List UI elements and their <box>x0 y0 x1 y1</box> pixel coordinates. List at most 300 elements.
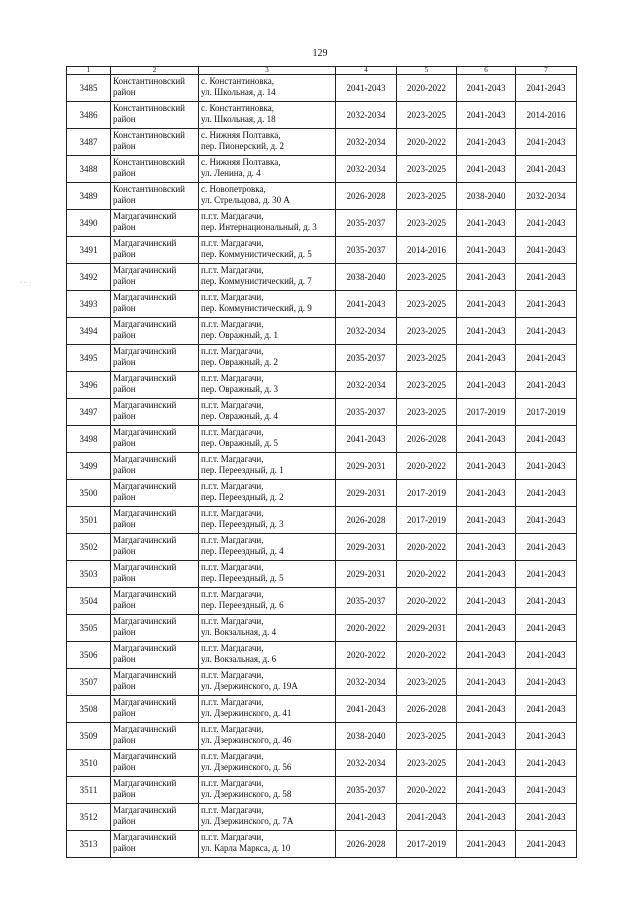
address-cell-line: ул. Вокзальная, д. 4 <box>201 627 277 637</box>
table-row <box>67 777 577 804</box>
district-cell-line: район <box>113 384 136 394</box>
period-cell-5: 2023-2025 <box>397 291 457 318</box>
district-cell-line: Константиновский <box>113 184 185 194</box>
district-cell <box>111 507 199 534</box>
period-cell-4: 2038-2040 <box>336 723 397 750</box>
address-cell-line: пер. Овражный, д. 5 <box>201 438 279 448</box>
district-cell-line: Магдагачинский <box>113 400 177 410</box>
address-cell <box>199 426 336 453</box>
address-cell <box>199 534 336 561</box>
column-header: 4 <box>336 67 397 75</box>
period-cell-6: 2041-2043 <box>457 372 516 399</box>
district-cell <box>111 156 199 183</box>
district-cell <box>111 723 199 750</box>
period-cell-7: 2041-2043 <box>516 210 577 237</box>
period-cell-6: 2041-2043 <box>457 777 516 804</box>
period-cell-7: 2041-2043 <box>516 696 577 723</box>
table-row <box>67 723 577 750</box>
period-cell-5: 2023-2025 <box>397 102 457 129</box>
address-cell <box>199 156 336 183</box>
district-cell-line: район <box>113 816 136 826</box>
district-cell-line: район <box>113 762 136 772</box>
address-cell <box>199 804 336 831</box>
address-cell-line: п.г.т. Магдагачи, <box>201 292 264 302</box>
district-cell-line: Магдагачинский <box>113 778 177 788</box>
period-cell-4: 2035-2037 <box>336 210 397 237</box>
period-cell-4: 2026-2028 <box>336 507 397 534</box>
address-cell <box>199 696 336 723</box>
period-cell-5: 2029-2031 <box>397 615 457 642</box>
row-number-cell: 3510 <box>67 750 111 777</box>
period-cell-7: 2014-2016 <box>516 102 577 129</box>
period-cell-4: 2032-2034 <box>336 669 397 696</box>
period-cell-5: 2017-2019 <box>397 480 457 507</box>
period-cell-5: 2023-2025 <box>397 210 457 237</box>
table-row <box>67 642 577 669</box>
period-cell-7: 2041-2043 <box>516 372 577 399</box>
period-cell-7: 2041-2043 <box>516 264 577 291</box>
period-cell-6: 2041-2043 <box>457 75 516 102</box>
district-cell-line: район <box>113 681 136 691</box>
period-cell-5: 2017-2019 <box>397 831 457 858</box>
period-cell-4: 2038-2040 <box>336 264 397 291</box>
address-cell-line: пер. Пионерский, д. 2 <box>201 141 285 151</box>
period-cell-5: 2020-2022 <box>397 75 457 102</box>
row-number-cell: 3512 <box>67 804 111 831</box>
period-cell-6: 2041-2043 <box>457 561 516 588</box>
period-cell-4: 2032-2034 <box>336 318 397 345</box>
district-cell-line: район <box>113 357 136 367</box>
period-cell-5: 2026-2028 <box>397 426 457 453</box>
row-number-cell: 3489 <box>67 183 111 210</box>
column-header: 2 <box>111 67 199 75</box>
address-cell <box>199 291 336 318</box>
address-cell-line: п.г.т. Магдагачи, <box>201 562 264 572</box>
table-row <box>67 480 577 507</box>
address-cell-line: ул. Школьная, д. 18 <box>201 114 276 124</box>
address-cell-line: п.г.т. Магдагачи, <box>201 724 264 734</box>
district-cell <box>111 831 199 858</box>
period-cell-6: 2041-2043 <box>457 804 516 831</box>
period-cell-7: 2041-2043 <box>516 534 577 561</box>
district-cell-line: район <box>113 249 136 259</box>
table-row <box>67 696 577 723</box>
row-number-cell: 3508 <box>67 696 111 723</box>
district-cell-line: район <box>113 87 136 97</box>
district-cell <box>111 426 199 453</box>
row-number-cell: 3507 <box>67 669 111 696</box>
period-cell-6: 2041-2043 <box>457 507 516 534</box>
district-cell <box>111 480 199 507</box>
period-cell-4: 2032-2034 <box>336 750 397 777</box>
period-cell-5: 2020-2022 <box>397 777 457 804</box>
row-number-cell: 3492 <box>67 264 111 291</box>
table-row <box>67 291 577 318</box>
period-cell-6: 2041-2043 <box>457 696 516 723</box>
address-cell-line: п.г.т. Магдагачи, <box>201 454 264 464</box>
table-row <box>67 183 577 210</box>
address-cell-line: с. Новопетровка, <box>201 184 266 194</box>
address-cell <box>199 669 336 696</box>
district-cell-line: район <box>113 114 136 124</box>
address-cell <box>199 723 336 750</box>
address-cell <box>199 237 336 264</box>
period-cell-6: 2041-2043 <box>457 534 516 561</box>
row-number-cell: 3493 <box>67 291 111 318</box>
period-cell-4: 2026-2028 <box>336 183 397 210</box>
column-number-row <box>67 67 577 75</box>
address-cell <box>199 129 336 156</box>
district-cell-line: Магдагачинский <box>113 751 177 761</box>
address-cell-line: ул. Дзержинского, д. 56 <box>201 762 292 772</box>
period-cell-4: 2032-2034 <box>336 102 397 129</box>
row-number-cell: 3513 <box>67 831 111 858</box>
column-header: 1 <box>67 67 111 75</box>
district-cell-line: Константиновский <box>113 130 185 140</box>
district-cell-line: район <box>113 168 136 178</box>
period-cell-6: 2041-2043 <box>457 480 516 507</box>
period-cell-4: 2041-2043 <box>336 804 397 831</box>
period-cell-7: 2041-2043 <box>516 426 577 453</box>
district-cell-line: Магдагачинский <box>113 427 177 437</box>
district-cell <box>111 750 199 777</box>
table-row <box>67 507 577 534</box>
period-cell-4: 2041-2043 <box>336 426 397 453</box>
period-cell-4: 2032-2034 <box>336 129 397 156</box>
address-cell-line: ул. Дзержинского, д. 7А <box>201 816 294 826</box>
period-cell-5: 2023-2025 <box>397 183 457 210</box>
period-cell-4: 2032-2034 <box>336 156 397 183</box>
table-row <box>67 426 577 453</box>
district-cell-line: район <box>113 411 136 421</box>
table-row <box>67 804 577 831</box>
district-cell-line: Магдагачинский <box>113 319 177 329</box>
period-cell-6: 2041-2043 <box>457 588 516 615</box>
period-cell-4: 2035-2037 <box>336 345 397 372</box>
table-row <box>67 453 577 480</box>
address-cell <box>199 183 336 210</box>
period-cell-4: 2041-2043 <box>336 75 397 102</box>
column-header: 3 <box>199 67 336 75</box>
address-cell-line: пер. Коммунистический, д. 5 <box>201 249 312 259</box>
address-cell-line: ул. Карла Маркса, д. 10 <box>201 843 291 853</box>
row-number-cell: 3490 <box>67 210 111 237</box>
table-header <box>67 67 577 75</box>
row-number-cell: 3487 <box>67 129 111 156</box>
address-cell-line: с. Нижняя Полтавка, <box>201 130 281 140</box>
district-cell-line: Магдагачинский <box>113 562 177 572</box>
address-cell <box>199 453 336 480</box>
period-cell-7: 2041-2043 <box>516 507 577 534</box>
address-cell-line: п.г.т. Магдагачи, <box>201 265 264 275</box>
period-cell-5: 2020-2022 <box>397 642 457 669</box>
district-cell-line: район <box>113 843 136 853</box>
district-cell <box>111 534 199 561</box>
period-cell-6: 2041-2043 <box>457 831 516 858</box>
row-number-cell: 3488 <box>67 156 111 183</box>
district-cell-line: район <box>113 735 136 745</box>
period-cell-7: 2041-2043 <box>516 453 577 480</box>
district-cell-line: район <box>113 465 136 475</box>
table-row <box>67 345 577 372</box>
period-cell-7: 2041-2043 <box>516 750 577 777</box>
district-cell-line: Магдагачинский <box>113 697 177 707</box>
period-cell-5: 2020-2022 <box>397 588 457 615</box>
row-number-cell: 3511 <box>67 777 111 804</box>
district-cell-line: район <box>113 438 136 448</box>
table-row <box>67 75 577 102</box>
address-cell <box>199 588 336 615</box>
period-cell-6: 2041-2043 <box>457 264 516 291</box>
period-cell-5: 2023-2025 <box>397 399 457 426</box>
row-number-cell: 3506 <box>67 642 111 669</box>
period-cell-4: 2029-2031 <box>336 534 397 561</box>
period-cell-4: 2041-2043 <box>336 696 397 723</box>
column-header: 7 <box>516 67 577 75</box>
district-cell <box>111 372 199 399</box>
address-cell-line: п.г.т. Магдагачи, <box>201 508 264 518</box>
district-cell-line: район <box>113 303 136 313</box>
address-cell-line: п.г.т. Магдагачи, <box>201 832 264 842</box>
address-cell-line: пер. Овражный, д. 1 <box>201 330 279 340</box>
address-cell-line: п.г.т. Магдагачи, <box>201 319 264 329</box>
address-cell <box>199 507 336 534</box>
address-cell <box>199 399 336 426</box>
period-cell-6: 2041-2043 <box>457 156 516 183</box>
district-cell-line: Константиновский <box>113 103 185 113</box>
period-cell-4: 2035-2037 <box>336 588 397 615</box>
address-cell <box>199 102 336 129</box>
address-cell-line: с. Нижняя Полтавка, <box>201 157 281 167</box>
district-cell-line: Магдагачинский <box>113 373 177 383</box>
address-cell-line: пер. Коммунистический, д. 7 <box>201 276 312 286</box>
address-cell-line: пер. Интернациональный, д. 3 <box>201 222 317 232</box>
address-cell <box>199 615 336 642</box>
period-cell-5: 2023-2025 <box>397 345 457 372</box>
period-cell-7: 2041-2043 <box>516 723 577 750</box>
period-cell-7: 2041-2043 <box>516 156 577 183</box>
district-cell-line: Магдагачинский <box>113 589 177 599</box>
period-cell-7: 2041-2043 <box>516 831 577 858</box>
address-cell-line: п.г.т. Магдагачи, <box>201 535 264 545</box>
period-cell-7: 2041-2043 <box>516 237 577 264</box>
address-cell-line: п.г.т. Магдагачи, <box>201 616 264 626</box>
period-cell-6: 2041-2043 <box>457 210 516 237</box>
address-cell-line: пер. Переездный, д. 3 <box>201 519 284 529</box>
period-cell-6: 2038-2040 <box>457 183 516 210</box>
district-cell <box>111 777 199 804</box>
period-cell-7: 2041-2043 <box>516 615 577 642</box>
district-cell <box>111 318 199 345</box>
row-number-cell: 3491 <box>67 237 111 264</box>
district-cell-line: район <box>113 546 136 556</box>
district-cell-line: Магдагачинский <box>113 724 177 734</box>
row-number-cell: 3501 <box>67 507 111 534</box>
row-number-cell: 3500 <box>67 480 111 507</box>
address-cell-line: п.г.т. Магдагачи, <box>201 238 264 248</box>
district-cell <box>111 561 199 588</box>
period-cell-6: 2041-2043 <box>457 453 516 480</box>
column-header: 5 <box>397 67 457 75</box>
table-row <box>67 372 577 399</box>
district-cell-line: район <box>113 519 136 529</box>
district-cell-line: район <box>113 600 136 610</box>
row-number-cell: 3505 <box>67 615 111 642</box>
address-cell-line: п.г.т. Магдагачи, <box>201 589 264 599</box>
row-number-cell: 3498 <box>67 426 111 453</box>
period-cell-7: 2041-2043 <box>516 588 577 615</box>
period-cell-5: 2023-2025 <box>397 669 457 696</box>
address-cell-line: ул. Дзержинского, д. 46 <box>201 735 292 745</box>
period-cell-7: 2041-2043 <box>516 804 577 831</box>
district-cell <box>111 615 199 642</box>
period-cell-6: 2041-2043 <box>457 318 516 345</box>
district-cell <box>111 264 199 291</box>
period-cell-6: 2041-2043 <box>457 237 516 264</box>
district-cell <box>111 804 199 831</box>
district-cell-line: Магдагачинский <box>113 670 177 680</box>
table-row <box>67 264 577 291</box>
period-cell-7: 2032-2034 <box>516 183 577 210</box>
period-cell-5: 2020-2022 <box>397 561 457 588</box>
address-cell-line: п.г.т. Магдагачи, <box>201 751 264 761</box>
address-cell <box>199 264 336 291</box>
period-cell-6: 2017-2019 <box>457 399 516 426</box>
table-row <box>67 210 577 237</box>
table-row <box>67 561 577 588</box>
address-cell-line: ул. Дзержинского, д. 41 <box>201 708 292 718</box>
address-cell-line: п.г.т. Магдагачи, <box>201 373 264 383</box>
address-cell-line: п.г.т. Магдагачи, <box>201 481 264 491</box>
district-cell-line: Магдагачинский <box>113 211 177 221</box>
period-cell-4: 2020-2022 <box>336 615 397 642</box>
district-cell-line: Магдагачинский <box>113 616 177 626</box>
district-cell-line: Магдагачинский <box>113 643 177 653</box>
district-cell-line: район <box>113 141 136 151</box>
district-cell-line: Магдагачинский <box>113 265 177 275</box>
period-cell-7: 2017-2019 <box>516 399 577 426</box>
district-cell-line: район <box>113 627 136 637</box>
address-cell <box>199 561 336 588</box>
district-cell-line: район <box>113 330 136 340</box>
data-table <box>66 66 577 858</box>
address-cell <box>199 642 336 669</box>
district-cell <box>111 696 199 723</box>
address-cell-line: ул. Стрельцова, д. 30 А <box>201 195 290 205</box>
period-cell-6: 2041-2043 <box>457 129 516 156</box>
table-row <box>67 831 577 858</box>
period-cell-7: 2041-2043 <box>516 642 577 669</box>
address-cell-line: с. Константиновка, <box>201 76 275 86</box>
address-cell-line: пер. Овражный, д. 4 <box>201 411 279 421</box>
period-cell-7: 2041-2043 <box>516 777 577 804</box>
district-cell <box>111 453 199 480</box>
address-cell-line: пер. Переездный, д. 6 <box>201 600 284 610</box>
address-cell-line: ул. Дзержинского, д. 19А <box>201 681 298 691</box>
period-cell-7: 2041-2043 <box>516 669 577 696</box>
period-cell-6: 2041-2043 <box>457 669 516 696</box>
address-cell-line: пер. Переездный, д. 2 <box>201 492 284 502</box>
district-cell-line: район <box>113 195 136 205</box>
period-cell-6: 2041-2043 <box>457 102 516 129</box>
table-row <box>67 399 577 426</box>
period-cell-7: 2041-2043 <box>516 345 577 372</box>
period-cell-4: 2035-2037 <box>336 237 397 264</box>
district-cell-line: Магдагачинский <box>113 454 177 464</box>
address-cell-line: п.г.т. Магдагачи, <box>201 346 264 356</box>
district-cell <box>111 399 199 426</box>
period-cell-5: 2023-2025 <box>397 156 457 183</box>
district-cell-line: район <box>113 573 136 583</box>
district-cell-line: район <box>113 654 136 664</box>
district-cell-line: Магдагачинский <box>113 346 177 356</box>
address-cell-line: пер. Овражный, д. 2 <box>201 357 279 367</box>
address-cell-line: пер. Переездный, д. 4 <box>201 546 284 556</box>
period-cell-4: 2029-2031 <box>336 561 397 588</box>
address-cell-line: п.г.т. Магдагачи, <box>201 778 264 788</box>
period-cell-5: 2014-2016 <box>397 237 457 264</box>
address-cell-line: ул. Вокзальная, д. 6 <box>201 654 277 664</box>
address-cell-line: ул. Дзержинского, д. 58 <box>201 789 292 799</box>
address-cell <box>199 480 336 507</box>
district-cell <box>111 669 199 696</box>
address-cell-line: пер. Переездный, д. 1 <box>201 465 284 475</box>
period-cell-5: 2023-2025 <box>397 750 457 777</box>
period-cell-7: 2041-2043 <box>516 75 577 102</box>
district-cell-line: район <box>113 222 136 232</box>
table-row <box>67 669 577 696</box>
period-cell-6: 2041-2043 <box>457 615 516 642</box>
district-cell <box>111 210 199 237</box>
address-cell <box>199 318 336 345</box>
period-cell-5: 2023-2025 <box>397 723 457 750</box>
period-cell-4: 2020-2022 <box>336 642 397 669</box>
row-number-cell: 3495 <box>67 345 111 372</box>
district-cell-line: Константиновский <box>113 76 185 86</box>
period-cell-5: 2020-2022 <box>397 129 457 156</box>
address-cell-line: ул. Ленина, д. 4 <box>201 168 261 178</box>
table-row <box>67 615 577 642</box>
address-cell-line: п.г.т. Магдагачи, <box>201 697 264 707</box>
period-cell-6: 2041-2043 <box>457 642 516 669</box>
district-cell <box>111 129 199 156</box>
district-cell-line: район <box>113 789 136 799</box>
period-cell-4: 2029-2031 <box>336 480 397 507</box>
district-cell-line: Магдагачинский <box>113 508 177 518</box>
table-row <box>67 588 577 615</box>
period-cell-4: 2026-2028 <box>336 831 397 858</box>
table-row <box>67 129 577 156</box>
address-cell-line: п.г.т. Магдагачи, <box>201 670 264 680</box>
row-number-cell: 3497 <box>67 399 111 426</box>
district-cell-line: район <box>113 492 136 502</box>
row-number-cell: 3499 <box>67 453 111 480</box>
district-cell <box>111 237 199 264</box>
address-cell-line: с. Константиновка, <box>201 103 275 113</box>
period-cell-5: 2026-2028 <box>397 696 457 723</box>
row-number-cell: 3494 <box>67 318 111 345</box>
address-cell <box>199 210 336 237</box>
district-cell <box>111 291 199 318</box>
table-row <box>67 156 577 183</box>
address-cell <box>199 831 336 858</box>
period-cell-5: 2023-2025 <box>397 318 457 345</box>
period-cell-5: 2020-2022 <box>397 453 457 480</box>
period-cell-5: 2020-2022 <box>397 534 457 561</box>
district-cell-line: Магдагачинский <box>113 238 177 248</box>
period-cell-6: 2041-2043 <box>457 345 516 372</box>
district-cell-line: Константиновский <box>113 157 185 167</box>
